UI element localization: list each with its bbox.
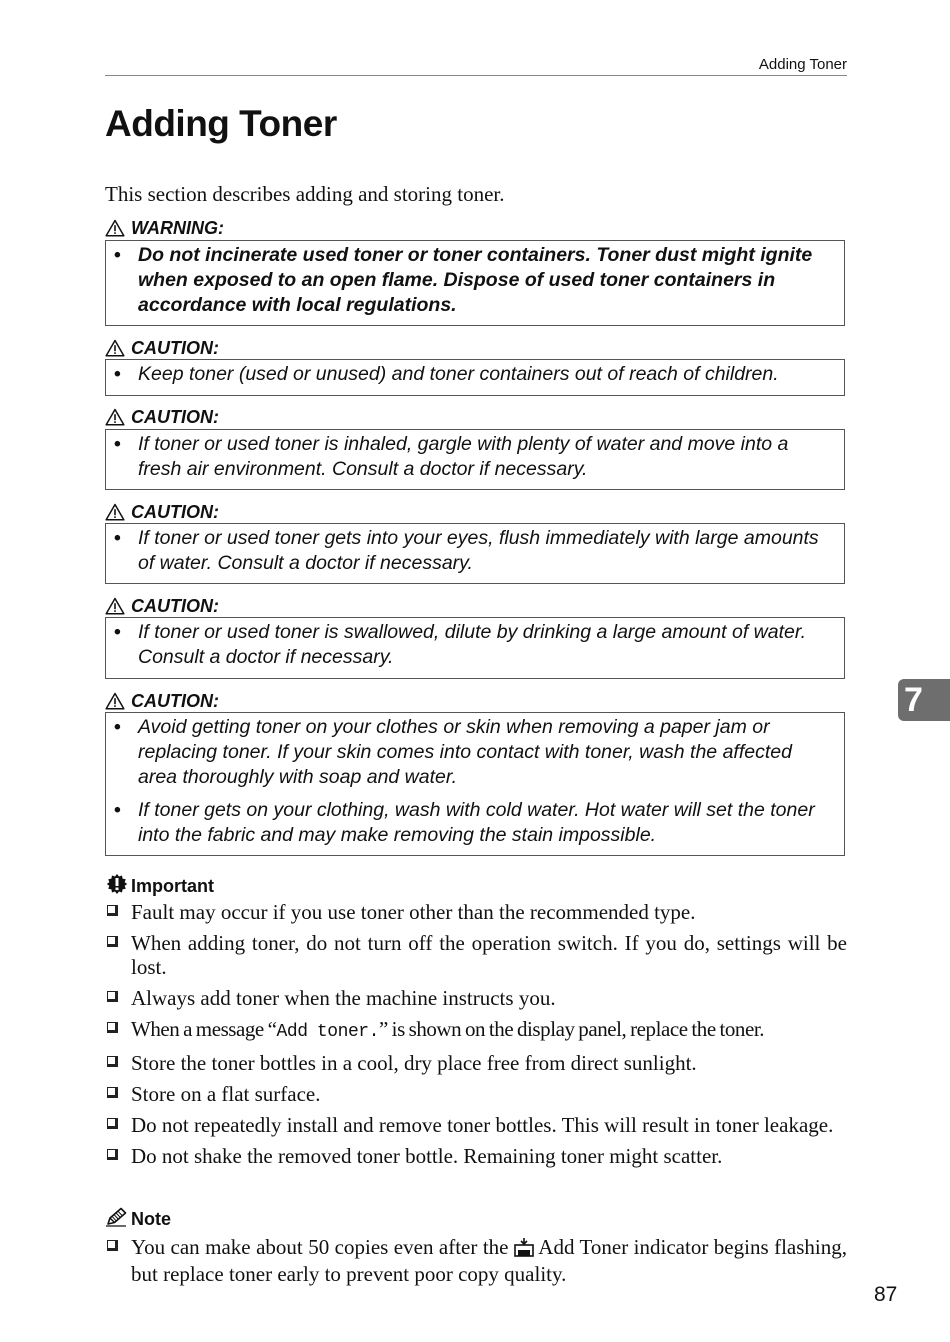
- warning-box: [105, 240, 845, 326]
- page-title: Adding Toner: [105, 103, 337, 144]
- running-header-title: Adding Toner: [758, 56, 847, 73]
- list-item: When a message “Add toner.” is shown on the display panel, replace the toner.: [105, 1017, 847, 1044]
- note-list: [105, 1235, 847, 1293]
- caution-box: [105, 429, 845, 490]
- display-message-code: Add toner.: [276, 1022, 380, 1042]
- intro-paragraph: This section describes adding and storing toner.: [105, 182, 505, 206]
- caution-heading: [105, 337, 219, 359]
- caution-label: CAUTION:: [131, 338, 219, 358]
- note-label: Note: [131, 1209, 171, 1229]
- list-item: Always add toner when the machine instructs you.: [105, 986, 847, 1010]
- warning-item: • Do not incinerate used toner or toner containers. Toner dust might ignite when exposed to an open flame. Dispose of used toner containers in accordance with local regulations.: [114, 244, 813, 316]
- caution-heading: [105, 595, 219, 617]
- running-header: [105, 56, 847, 76]
- pencil-icon: [105, 1207, 127, 1232]
- add-toner-indicator-icon: [514, 1237, 534, 1262]
- warning-triangle-icon: [105, 692, 125, 710]
- caution-item: • If toner or used toner is swallowed, dilute by drinking a large amount of water. Consult a doctor if necessary.: [114, 621, 807, 668]
- caution-label: CAUTION:: [131, 407, 219, 427]
- important-seal-icon: [105, 873, 129, 900]
- caution-box: [105, 617, 845, 679]
- caution-box: [105, 359, 845, 396]
- caution-heading: [105, 501, 219, 523]
- important-list: [105, 900, 847, 1175]
- warning-triangle-icon: [105, 219, 125, 237]
- caution-label: CAUTION:: [131, 691, 219, 711]
- warning-triangle-icon: [105, 597, 125, 615]
- list-item: Store the toner bottles in a cool, dry place free from direct sunlight.: [105, 1051, 847, 1075]
- caution-heading: [105, 690, 219, 712]
- chapter-tab: 7: [898, 679, 950, 721]
- caution-label: CAUTION:: [131, 502, 219, 522]
- caution-box: [105, 523, 845, 584]
- important-label: Important: [131, 876, 214, 896]
- caution-item: • If toner gets on your clothing, wash with cold water. Hot water will set the toner into the fabric and may make removing the stain impossible.: [114, 799, 815, 846]
- warning-triangle-icon: [105, 339, 125, 357]
- list-item: Do not shake the removed toner bottle. Remaining toner might scatter.: [105, 1144, 847, 1168]
- warning-triangle-icon: [105, 408, 125, 426]
- important-heading: [105, 873, 214, 900]
- list-item: Fault may occur if you use toner other than the recommended type.: [105, 900, 847, 924]
- list-item: You can make about 50 copies even after the Add Toner indicator begins flashing, but replace toner early to prevent poor copy quality.: [105, 1235, 847, 1286]
- caution-item: • Keep toner (used or unused) and toner containers out of reach of children.: [114, 363, 779, 385]
- caution-item: • If toner or used toner gets into your eyes, flush immediately with large amounts of water. Consult a doctor if necessary.: [114, 527, 819, 574]
- caution-label: CAUTION:: [131, 596, 219, 616]
- page-number: 87: [874, 1283, 898, 1306]
- caution-box: [105, 712, 845, 856]
- list-item: Store on a flat surface.: [105, 1082, 847, 1106]
- caution-heading: [105, 406, 219, 428]
- caution-item: • Avoid getting toner on your clothes or skin when removing a paper jam or replacing toner. If your skin comes into contact with toner, wash the affected area thoroughly with soap and water.: [114, 716, 792, 788]
- list-item: Do not repeatedly install and remove toner bottles. This will result in toner leakage.: [105, 1113, 847, 1137]
- warning-triangle-icon: [105, 503, 125, 521]
- caution-item: • If toner or used toner is inhaled, gargle with plenty of water and move into a fresh air environment. Consult a doctor if necessary.: [114, 433, 789, 480]
- note-heading: [105, 1207, 171, 1232]
- warning-heading: [105, 217, 224, 239]
- warning-label: WARNING:: [131, 218, 224, 238]
- list-item: When adding toner, do not turn off the operation switch. If you do, settings will be lost.: [105, 931, 847, 979]
